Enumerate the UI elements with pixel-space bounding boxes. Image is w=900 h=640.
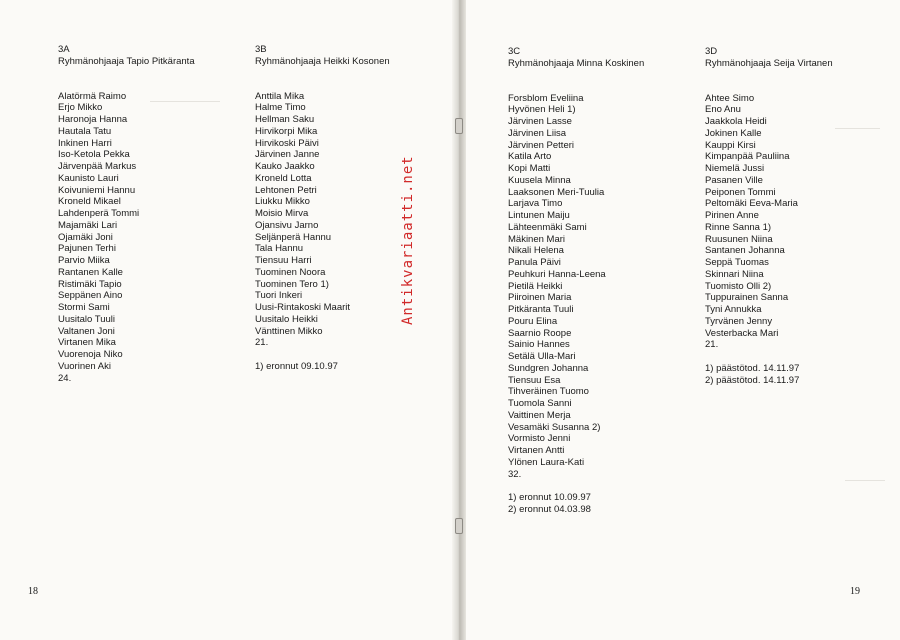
student-name: Vesamäki Susanna 2)	[508, 421, 601, 433]
student-name: Tuomola Sanni	[508, 398, 572, 409]
student-total: 21.	[255, 337, 269, 349]
student-total: 21.	[705, 339, 719, 351]
student-name: Rantanen Kalle	[58, 266, 123, 278]
student-name: Sainio Hannes	[508, 339, 570, 351]
student-name: Tala Hannu	[255, 243, 304, 255]
student-name: Eno Anu	[705, 104, 741, 116]
student-name: Kopi Matti	[508, 163, 551, 174]
student-name: Lintunen Maiju	[508, 210, 570, 221]
student-name: Koivuniemi Hannu	[58, 184, 136, 196]
student-total: 24.	[58, 372, 72, 384]
class-code: 3C	[508, 46, 521, 57]
class-column-3d	[705, 46, 833, 386]
student-name: Uusi-Rintakoski Maarit	[255, 302, 351, 313]
student-name: Haronoja Hanna	[58, 114, 128, 125]
student-list	[705, 93, 833, 340]
student-name: Ojansivu Jarno	[255, 219, 319, 231]
student-name: Järvinen Janne	[255, 149, 320, 161]
student-name: Sundgren Johanna	[508, 362, 589, 374]
student-name: Ahtee Simo	[705, 92, 755, 104]
student-name: Tihveräinen Tuomo	[508, 386, 589, 398]
student-name: Nikali Helena	[508, 245, 564, 257]
student-name: Virtanen Antti	[508, 445, 565, 456]
student-name: Peltomäki Eeva-Maria	[705, 198, 798, 210]
student-name: Halme Timo	[255, 102, 306, 114]
watermark-text: Antikvariaatti.net	[400, 155, 416, 325]
footnote: 1) eronnut 10.09.97	[508, 492, 591, 503]
student-total: 32.	[508, 468, 522, 480]
student-name: Iso-Ketola Pekka	[58, 149, 130, 161]
student-name: Inkinen Harri	[58, 137, 112, 149]
student-name: Vänttinen Mikko	[255, 325, 323, 337]
student-name: Järvinen Lasse	[508, 116, 572, 127]
student-name: Virtanen Mika	[58, 337, 116, 349]
student-name: Vuorenoja Niko	[58, 349, 123, 360]
student-name: Lähteenmäki Sami	[508, 221, 587, 233]
student-name: Valtanen Joni	[58, 325, 115, 337]
student-name: Piiroinen Maria	[508, 292, 572, 304]
student-name: Saarnio Roope	[508, 327, 572, 339]
student-name: Hellman Saku	[255, 114, 315, 125]
student-name: Pouru Elina	[508, 315, 558, 327]
student-name: Ojamäki Joni	[58, 231, 113, 243]
student-name: Forsblom Eveliina	[508, 92, 584, 104]
student-name: Ruusunen Niina	[705, 233, 773, 245]
student-list	[255, 91, 390, 338]
student-name: Uusitalo Tuuli	[58, 313, 116, 325]
class-leader: Ryhmänohjaaja Seija Virtanen	[705, 57, 833, 69]
student-name: Larjava Timo	[508, 198, 563, 210]
student-name: Pietilä Heikki	[508, 280, 563, 292]
student-name: Erjo Mikko	[58, 102, 103, 114]
student-name: Ristimäki Tapio	[58, 278, 122, 290]
student-list	[508, 93, 644, 469]
footnote-list	[508, 492, 644, 516]
class-leader: Ryhmänohjaaja Tapio Pitkäranta	[58, 55, 195, 67]
student-name: Hirvikorpi Mika	[255, 125, 318, 137]
footnote-list	[705, 363, 833, 387]
student-name: Katila Arto	[508, 151, 552, 163]
student-name: Kroneld Mikael	[58, 196, 121, 208]
student-name: Tuori Inkeri	[255, 290, 303, 302]
student-name: Järvinen Petteri	[508, 139, 575, 151]
staple	[455, 118, 463, 134]
footnote: 1) päästötod. 14.11.97	[705, 362, 800, 374]
class-column-3b	[255, 44, 390, 373]
student-name: Vuorinen Aki	[58, 360, 111, 372]
student-name: Tyrvänen Jenny	[705, 315, 773, 327]
student-name: Parvio Miika	[58, 255, 110, 266]
student-name: Tiensuu Harri	[255, 255, 312, 266]
show-through-line	[845, 480, 885, 481]
student-name: Moisio Mirva	[255, 208, 309, 219]
student-name: Laaksonen Meri-Tuulia	[508, 186, 605, 198]
staple	[455, 518, 463, 534]
student-name: Seppä Tuomas	[705, 257, 769, 268]
student-name: Pasanen Ville	[705, 174, 763, 186]
class-column-3a	[58, 44, 195, 384]
student-name: Rinne Sanna 1)	[705, 221, 772, 233]
student-name: Jaakkola Heidi	[705, 116, 767, 127]
student-name: Ylönen Laura-Kati	[508, 456, 585, 468]
student-name: Kaunisto Lauri	[58, 172, 119, 184]
student-name: Tiensuu Esa	[508, 374, 561, 386]
student-name: Tuominen Noora	[255, 266, 326, 278]
class-leader: Ryhmänohjaaja Heikki Kosonen	[255, 55, 390, 67]
class-code: 3D	[705, 46, 718, 57]
student-name: Skinnari Niina	[705, 268, 764, 280]
student-name: Peuhkuri Hanna-Leena	[508, 268, 606, 280]
student-name: Niemelä Jussi	[705, 163, 765, 174]
class-code: 3A	[58, 44, 70, 55]
student-name: Pirinen Anne	[705, 210, 759, 221]
book-gutter	[452, 0, 466, 640]
student-name: Kroneld Lotta	[255, 172, 312, 184]
student-name: Kuusela Minna	[508, 174, 571, 186]
student-name: Tuominen Tero 1)	[255, 278, 329, 290]
student-name: Seljänperä Hannu	[255, 231, 332, 243]
student-name: Hautala Tatu	[58, 125, 112, 137]
student-name: Järvinen Liisa	[508, 127, 567, 139]
student-name: Mäkinen Mari	[508, 233, 566, 245]
student-name: Setälä Ulla-Mari	[508, 351, 576, 362]
student-name: Jokinen Kalle	[705, 127, 762, 139]
student-name: Tuomisto Olli 2)	[705, 280, 772, 292]
footnote: 2) päästötod. 14.11.97	[705, 374, 800, 386]
student-name: Kimpanpää Pauliina	[705, 151, 790, 163]
footnote: 1) eronnut 09.10.97	[255, 360, 338, 372]
class-leader: Ryhmänohjaaja Minna Koskinen	[508, 57, 645, 69]
student-name: Kauppi Kirsi	[705, 139, 756, 151]
student-name: Peiponen Tommi	[705, 186, 776, 198]
student-name: Panula Päivi	[508, 257, 561, 268]
student-name: Pitkäranta Tuuli	[508, 304, 574, 315]
student-name: Hirvikoski Päivi	[255, 137, 319, 149]
student-name: Vesterbacka Mari	[705, 327, 779, 339]
student-name: Alatörmä Raimo	[58, 90, 127, 102]
class-code: 3B	[255, 44, 267, 55]
student-name: Liukku Mikko	[255, 196, 310, 208]
page-number-left: 18	[28, 586, 38, 597]
student-name: Tyni Annukka	[705, 304, 762, 315]
student-name: Järvenpää Markus	[58, 161, 137, 172]
student-name: Majamäki Lari	[58, 219, 118, 231]
student-name: Kauko Jaakko	[255, 161, 315, 172]
footnote: 2) eronnut 04.03.98	[508, 503, 591, 515]
student-name: Vormisto Jenni	[508, 433, 571, 445]
page-number-right: 19	[850, 586, 860, 597]
student-name: Seppänen Aino	[58, 290, 123, 302]
student-name: Lahdenperä Tommi	[58, 208, 140, 219]
student-name: Anttila Mika	[255, 90, 305, 102]
show-through-line	[835, 128, 880, 129]
student-name: Lehtonen Petri	[255, 184, 317, 196]
student-name: Stormi Sami	[58, 302, 110, 313]
student-list	[58, 91, 195, 373]
student-name: Uusitalo Heikki	[255, 313, 318, 325]
student-name: Vaittinen Merja	[508, 409, 571, 421]
class-column-3c	[508, 46, 644, 516]
footnote-list	[255, 361, 390, 373]
student-name: Tuppurainen Sanna	[705, 292, 789, 304]
student-name: Santanen Johanna	[705, 245, 785, 257]
student-name: Hyvönen Heli 1)	[508, 104, 576, 116]
student-name: Pajunen Terhi	[58, 243, 116, 255]
